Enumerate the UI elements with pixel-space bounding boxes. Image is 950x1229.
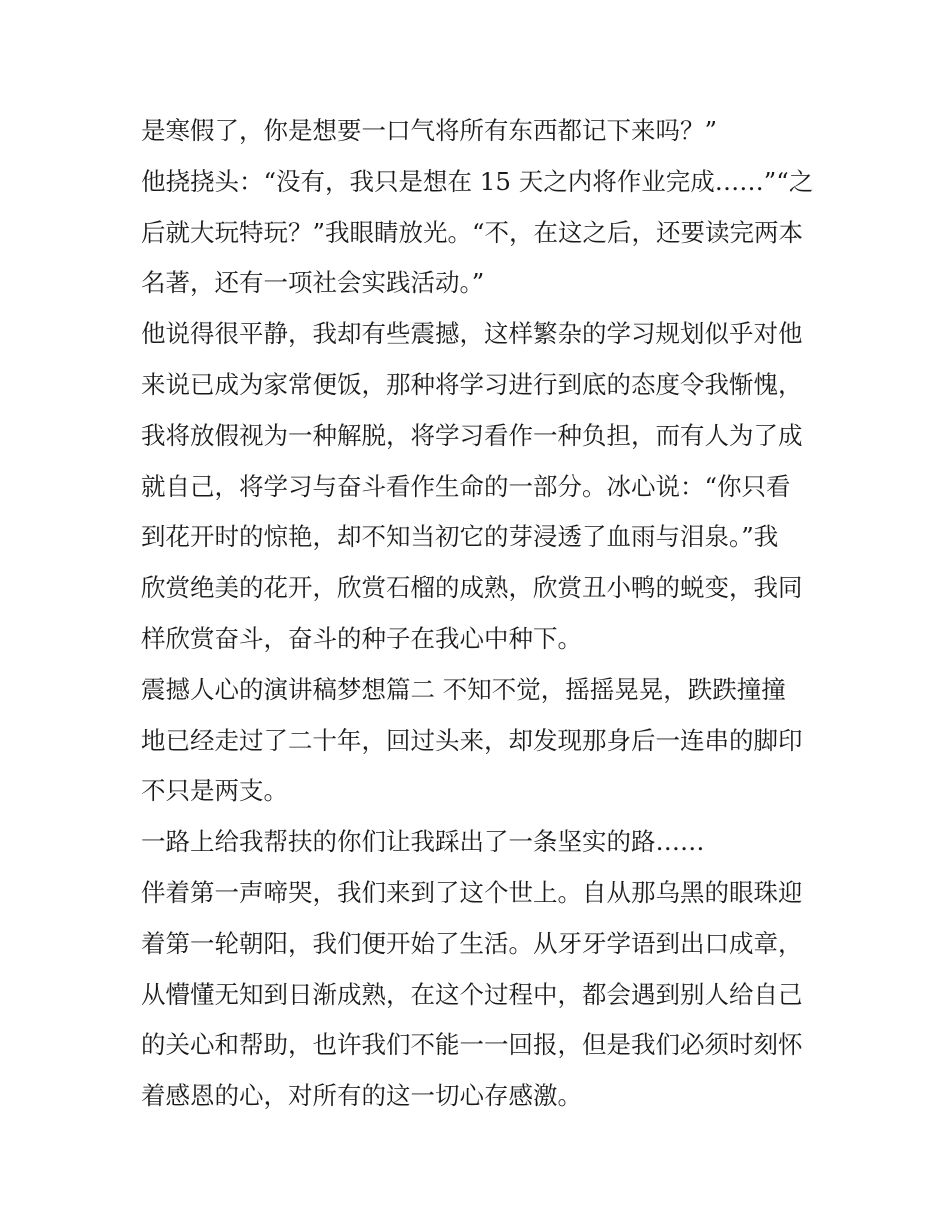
text-line: 的关心和帮助，也许我们不能一一回报，但是我们必须时刻怀 (141, 1030, 803, 1060)
text-line: 伴着第一声啼哭，我们来到了这个世上。自从那乌黑的眼珠迎 (141, 877, 803, 907)
text-line: 他挠挠头：“没有，我只是想在 15 天之内将作业完成……”“之 (141, 166, 814, 196)
text-line: 欣赏绝美的花开，欣赏石榴的成熟，欣赏丑小鸭的蜕变，我同 (141, 573, 803, 603)
text-line: 到花开时的惊艳，却不知当初它的芽浸透了血雨与泪泉。”我 (141, 522, 779, 552)
text-line: 样欣赏奋斗，奋斗的种子在我心中种下。 (141, 623, 582, 653)
text-line: 地已经走过了二十年，回过头来，却发现那身后一连串的脚印 (141, 725, 803, 755)
text-line: 就自己，将学习与奋斗看作生命的一部分。冰心说：“你只看 (141, 471, 791, 501)
text-line: 来说已成为家常便饭，那种将学习进行到底的态度令我惭愧， (141, 369, 803, 399)
text-line: 着感恩的心，对所有的这一切心存感激。 (141, 1081, 582, 1111)
text-line: 名著，还有一项社会实践活动。” (141, 268, 485, 298)
text-line: 他说得很平静，我却有些震撼，这样繁杂的学习规划似乎对他 (141, 319, 803, 349)
text-line: 后就大玩特玩？”我眼睛放光。“不，在这之后，还要读完两本 (141, 217, 804, 247)
text-line: 是寒假了，你是想要一口气将所有东西都记下来吗？” (141, 116, 718, 145)
section-heading-line: 震撼人心的演讲稿梦想篇二 不知不觉，摇摇晃晃，跌跌撞撞 (141, 674, 786, 704)
text-line: 一路上给我帮扶的你们让我踩出了一条坚实的路…… (141, 827, 705, 857)
text-line: 我将放假视为一种解脱，将学习看作一种负担，而有人为了成 (141, 420, 803, 450)
text-line: 不只是两支。 (141, 776, 288, 806)
text-line: 从懵懂无知到日渐成熟，在这个过程中，都会遇到别人给自己 (141, 979, 803, 1009)
body-text (141, 106, 821, 1122)
text-line: 着第一轮朝阳，我们便开始了生活。从牙牙学语到出口成章， (141, 928, 803, 958)
